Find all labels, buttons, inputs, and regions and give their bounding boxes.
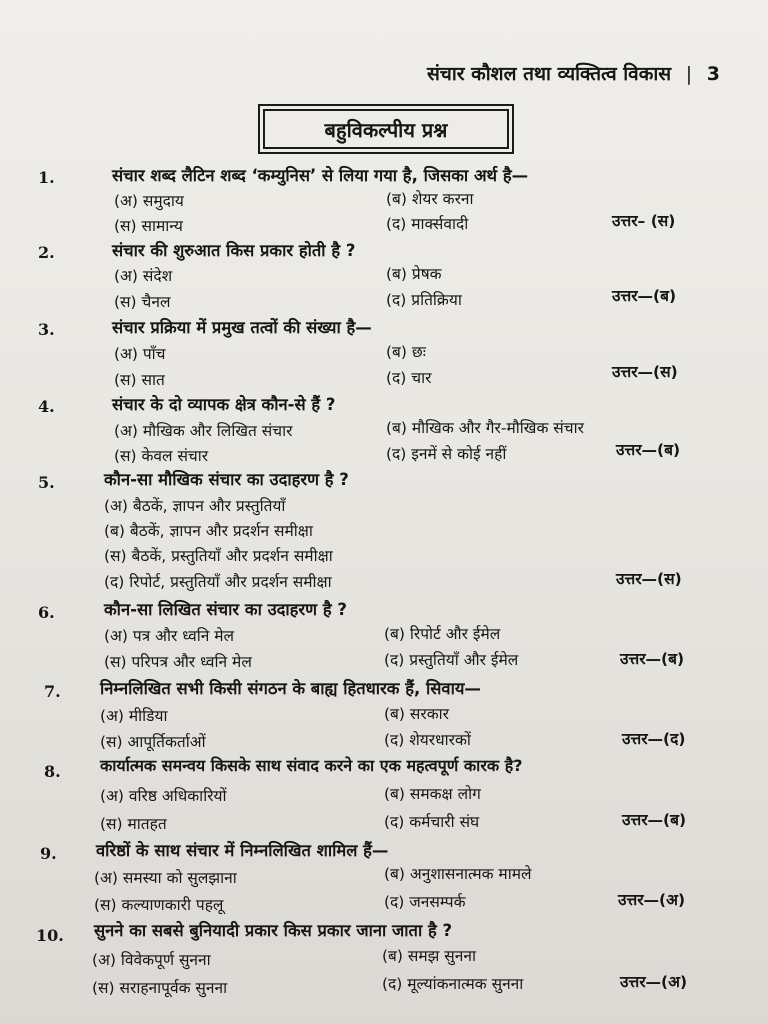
option-c: (स) आपूर्तिकर्ताओं [100,733,206,751]
section-title-box [258,104,514,154]
option-d: (द) मार्क्सवादी [386,215,469,233]
option-b: (ब) मौखिक और गैर-मौखिक संचार [386,419,584,437]
option-c: (स) मातहत [100,815,167,833]
option-a: (अ) वरिष्ठ अधिकारियों [100,787,227,805]
question-text: संचार की शुरुआत किस प्रकार होती है ? [112,241,356,260]
option-d: (द) चार [386,369,432,387]
option-b: (ब) रिपोर्ट और ईमेल [384,625,501,643]
option-b: (ब) अनुशासनात्मक मामले [384,865,532,883]
option-d: (द) रिपोर्ट, प्रस्तुतियाँ और प्रदर्शन समीक्षा [104,573,332,591]
answer: उत्तर—(ब) [620,650,685,668]
answer: उत्तर—(स) [616,570,682,588]
answer: उत्तर—(अ) [620,973,688,991]
answer: उत्तर—(द) [622,730,686,748]
option-d: (द) कर्मचारी संघ [384,813,480,831]
question-number: 5. [38,473,55,492]
option-a: (अ) विवेकपूर्ण सुनना [92,951,211,969]
answer: उत्तर—(स) [612,363,678,381]
option-c: (स) कल्याणकारी पहलू [94,896,224,914]
option-a: (अ) समस्या को सुलझाना [94,869,237,887]
question-number: 9. [40,844,57,863]
option-a: (अ) समुदाय [114,192,184,210]
page-number: 3 [706,63,720,85]
option-a: (अ) पाँच [114,345,166,363]
answer: उत्तर—(ब) [616,441,681,459]
question-number: 2. [38,243,55,262]
option-c: (स) सराहनापूर्वक सुनना [92,979,228,997]
answer: उत्तर– (स) [612,212,676,230]
question-number: 3. [38,320,55,339]
option-d: (द) प्रतिक्रिया [386,291,462,309]
option-c: (स) चैनल [114,293,171,311]
question-number: 1. [38,168,55,187]
answer: उत्तर—(अ) [618,891,686,909]
question-number: 6. [38,603,55,622]
question-number: 8. [44,762,61,781]
question-text: सुनने का सबसे बुनियादी प्रकार किस प्रकार जाना जाता है ? [94,921,453,940]
option-c: (स) परिपत्र और ध्वनि मेल [104,653,252,671]
option-d: (द) शेयरधारकों [384,731,471,749]
question-text: कार्यात्मक समन्वय किसके साथ संवाद करने का एक महत्वपूर्ण कारक है? [100,756,523,775]
question-number: 4. [38,397,55,416]
option-c: (स) सात [114,371,165,389]
option-d: (द) इनमें से कोई नहीं [386,445,507,463]
option-b: (ब) शेयर करना [386,190,474,208]
option-d: (द) मूल्यांकनात्मक सुनना [382,975,524,993]
question-text: कौन-सा मौखिक संचार का उदाहरण है ? [104,470,349,489]
section-title: बहुविकल्पीय प्रश्न [263,109,509,149]
question-text: संचार प्रक्रिया में प्रमुख तत्वों की संख्या है— [112,318,372,337]
question-text: संचार शब्द लैटिन शब्द ‘कम्युनिस’ से लिया गया है, जिसका अर्थ है— [112,166,529,185]
question-text: वरिष्ठों के साथ संचार में निम्नलिखित शामिल हैं— [96,841,389,860]
option-b: (ब) छः [386,343,426,361]
option-a: (अ) बैठकें, ज्ञापन और प्रस्तुतियाँ [104,497,286,515]
answer: उत्तर—(ब) [612,287,677,305]
option-c: (स) सामान्य [114,217,183,235]
question-text: संचार के दो व्यापक क्षेत्र कौन-से हैं ? [112,395,336,414]
header-title: संचार कौशल तथा व्यक्तित्व विकास [426,63,672,85]
option-b: (ब) समकक्ष लोग [384,785,481,803]
option-c: (स) केवल संचार [114,447,209,465]
option-a: (अ) मौखिक और लिखित संचार [114,422,293,440]
running-header [427,60,720,86]
option-b: (ब) समझ सुनना [382,947,476,965]
option-a: (अ) संदेश [114,267,173,285]
question-number: 10. [36,926,64,945]
option-c: (स) बैठकें, प्रस्तुतियाँ और प्रदर्शन समीक्षा [104,547,333,565]
question-text: निम्नलिखित सभी किसी संगठन के बाह्य हितधारक हैं, सिवाय— [100,679,481,698]
option-a: (अ) मीडिया [100,707,168,725]
option-b: (ब) बैठकें, ज्ञापन और प्रदर्शन समीक्षा [104,522,313,540]
option-b: (ब) प्रेषक [386,265,442,283]
option-d: (द) प्रस्तुतियाँ और ईमेल [384,651,519,669]
option-a: (अ) पत्र और ध्वनि मेल [104,627,235,645]
question-text: कौन-सा लिखित संचार का उदाहरण है ? [104,600,347,619]
answer: उत्तर—(ब) [622,811,687,829]
question-number: 7. [44,682,61,701]
header-separator: | [685,63,693,85]
option-d: (द) जनसम्पर्क [384,893,466,911]
option-b: (ब) सरकार [384,705,449,723]
